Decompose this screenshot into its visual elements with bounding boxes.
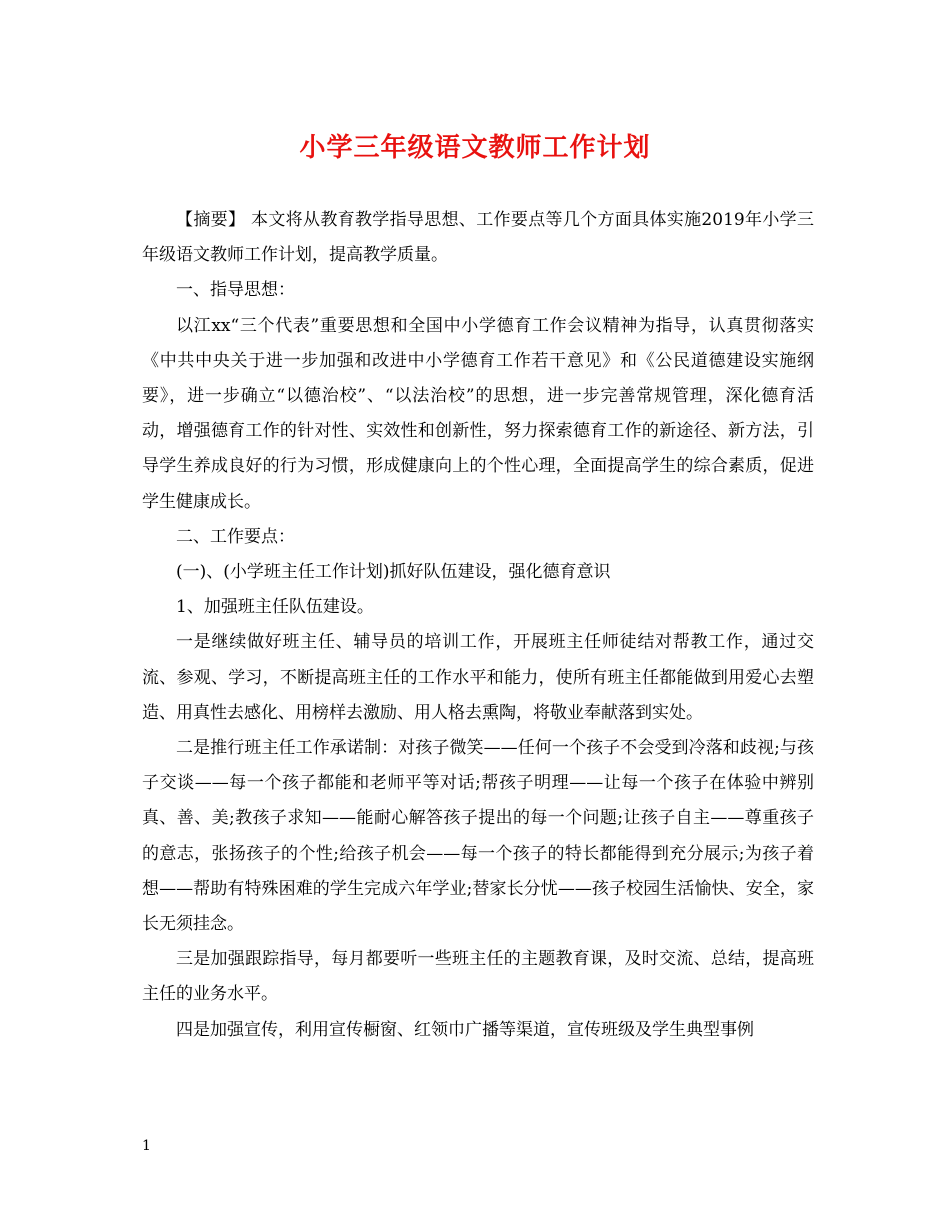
- section-heading-work-points: 二、工作要点：: [176, 526, 295, 547]
- body-paragraph: 以江xx“三个代表”重要思想和全国中小学德育工作会议精神为指导，认真贯彻落实《中共中央关于进一步加强和改进中小学德育工作若干意见》和《公民道德建设实施纲要》，进一步确立“以德治校”、“以法治校”的思想，进一步完善常规管理，深化德育活动，增强德育工作的针对性、实效性和创新性，努力探索德育工作的新途径、新方法，引导学生养成良好的行为习惯，形成健康向上的个性心理，全面提高学生的综合素质，促进学生健康成长。: [142, 315, 814, 512]
- subsection-heading: (一)、(小学班主任工作计划)抓好队伍建设，强化德育意识: [176, 562, 611, 583]
- section-heading-guiding-ideology: 一、指导思想：: [176, 280, 295, 301]
- body-paragraph: 三是加强跟踪指导，每月都要听一些班主任的主题教育课，及时交流、总结，提高班主任的业务水平。: [142, 949, 814, 1005]
- document-body: [142, 203, 814, 1048]
- body-paragraph: 四是加强宣传，利用宣传橱窗、红领巾广播等渠道，宣传班级及学生典型事例: [176, 1019, 754, 1040]
- body-paragraph: 一是继续做好班主任、辅导员的培训工作，开展班主任师徒结对帮教工作，通过交流、参观、学习，不断提高班主任的工作水平和能力，使所有班主任都能做到用爱心去塑造、用真性去感化、用榜样去激励、用人格去熏陶，将敬业奉献落到实处。: [142, 632, 814, 723]
- document-title: 小学三年级语文教师工作计划: [299, 133, 651, 163]
- page-number: 1: [142, 1138, 151, 1154]
- body-paragraph: 二是推行班主任工作承诺制：对孩子微笑——任何一个孩子不会受到冷落和歧视;与孩子交谈——每一个孩子都能和老师平等对话;帮孩子明理——让每一个孩子在体验中辨别真、善、美;教孩子求知——能耐心解答孩子提出的每一个问题;让孩子自主——尊重孩子的意志，张扬孩子的个性;给孩子机会——每一个孩子的特长都能得到充分展示;为孩子着想——帮助有特殊困难的学生完成六年学业;替家长分忧——孩子校园生活愉快、安全，家长无须挂念。: [142, 738, 814, 935]
- item-heading: 1、加强班主任队伍建设。: [176, 597, 374, 618]
- abstract-paragraph: 【摘要】 本文将从教育教学指导思想、工作要点等几个方面具体实施2019年小学三年级语文教师工作计划，提高教学质量。: [142, 210, 814, 266]
